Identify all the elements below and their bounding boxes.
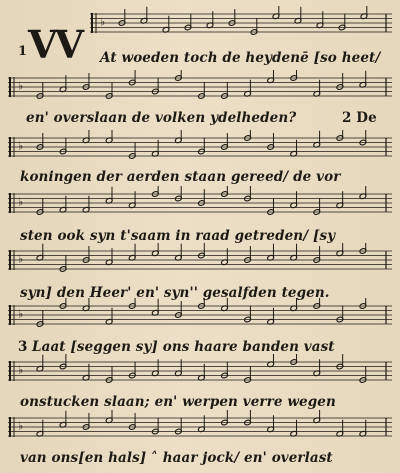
music-staff-4 bbox=[0, 186, 400, 222]
flat-sign: ♭ bbox=[18, 79, 24, 93]
lyric-text: en' overslaan de volken ydelheden? bbox=[26, 110, 297, 126]
flat-sign: ♭ bbox=[100, 15, 106, 29]
lyric-text: sten ook syn t'saam in raad getreden/ [sy bbox=[20, 228, 336, 244]
flat-sign: ♭ bbox=[18, 307, 24, 321]
verse-number: 1 bbox=[18, 44, 28, 59]
lyric-text: van ons[en hals] ˄ haar jock/ en' overlast bbox=[20, 450, 333, 466]
music-staff-2 bbox=[0, 70, 400, 106]
music-staff-5 bbox=[0, 243, 400, 279]
lyric-text: syn] den Heer' en' syn'' gesalfden tegen. bbox=[20, 285, 330, 301]
lyric-line-8 bbox=[0, 444, 400, 472]
initial-letters: VV bbox=[28, 22, 81, 67]
lyric-text: koningen der aerden staan gereed/ de vor bbox=[20, 169, 341, 185]
lyric-text: onstucken slaan; en' werpen verre wegen bbox=[20, 394, 336, 410]
lyric-text: Laat [seggen sy] ons haare banden vast bbox=[32, 339, 335, 355]
verse-marker: 3 bbox=[18, 339, 28, 355]
flat-sign: ♭ bbox=[18, 419, 24, 433]
verse-marker: 2 De bbox=[342, 110, 377, 126]
flat-sign: ♭ bbox=[18, 139, 24, 153]
music-staff-7 bbox=[0, 354, 400, 390]
lyric-line-2 bbox=[0, 104, 400, 132]
flat-sign: ♭ bbox=[18, 363, 24, 377]
music-staff-1 bbox=[0, 6, 400, 46]
music-staff-8 bbox=[0, 410, 400, 446]
flat-sign: ♭ bbox=[18, 252, 24, 266]
lyric-text: At woeden toch de heydenē [so heet/ bbox=[100, 50, 381, 66]
music-staff-6 bbox=[0, 298, 400, 334]
flat-sign: ♭ bbox=[18, 195, 24, 209]
music-staff-3 bbox=[0, 130, 400, 166]
lyric-line-1 bbox=[0, 44, 400, 72]
